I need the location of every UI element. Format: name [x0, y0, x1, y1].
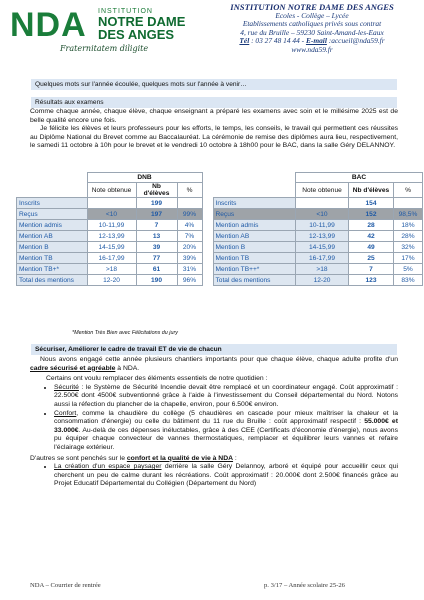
bac-row-note: >18: [296, 264, 349, 275]
footer-left: NDA – Courrier de rentrée: [30, 582, 101, 589]
table-row: [17, 242, 423, 253]
bac-row-note: 12-13,99: [296, 231, 349, 242]
section2-intro3: [30, 455, 398, 464]
dnb-row-pct: 96%: [177, 275, 202, 286]
school-address-block: [206, 3, 418, 55]
website-link[interactable]: www.nda59.fr: [291, 44, 333, 54]
bullet2-text-b: . Au-delà de ces dépenses inéluctables, grâce à des CEE (Certificats d'économie d'énergie), nous avons pu équiper chaque convecteur de vannes thermostatiques, remplacer et équilibrer leurs vannes et refaire l'éclairage extérieur.: [54, 426, 398, 451]
bullet1-title: Sécurité: [54, 383, 79, 391]
dnb-row-pct: 39%: [177, 253, 202, 264]
dnb-row-pct: 7%: [177, 231, 202, 242]
dnb-row-note: 10-11,99: [87, 220, 136, 231]
dnb-row-pct: [177, 198, 202, 209]
table-row: [17, 275, 423, 286]
bac-row-label: Mention TB: [213, 253, 296, 264]
bac-row-label: Mention AB: [213, 231, 296, 242]
dnb-row-nb: 190: [136, 275, 177, 286]
tel-label: Tél: [239, 36, 250, 46]
bac-row-note: 16-17,99: [296, 253, 349, 264]
logo-text: NDA: [10, 6, 87, 44]
bac-row-note: 14-15,99: [296, 242, 349, 253]
dnb-row-pct: 99%: [177, 209, 202, 220]
bac-row-pct: 18%: [394, 220, 423, 231]
dnb-row-label: Mention B: [17, 242, 88, 253]
logo-name-line1: NOTRE DAME: [98, 14, 186, 29]
bac-row-pct: [394, 198, 423, 209]
intro3-text-c: :: [233, 454, 237, 462]
bac-row-nb: 7: [349, 264, 394, 275]
results-paragraph-2: Je félicite les élèves et leurs professeurs pour les efforts, le temps, les conseils, le travail qui permettent ces réussites au Diplôme National du Brevet comme au Baccalauréat. La cérémonie de remise des diplômes aura lieu, respectivement, le samedi 11 octobre à 10h pour le brevet et le vendredi 10 octobre à 18h00 pour le BAC, dans la salle Géry DELANNOY.: [30, 125, 398, 150]
results-paragraph-1: Comme chaque année, chaque élève, chaque enseignant a préparé les examens avec soin et le millésime 2025 est de belle qualité encore une fois.: [30, 108, 398, 124]
dnb-row-label: Inscrits: [17, 198, 88, 209]
table-row: [17, 231, 423, 242]
school-title: INSTITUTION NOTRE DAME DES ANGES: [230, 2, 394, 12]
table-row: [17, 264, 423, 275]
dnb-col-pct: %: [177, 183, 202, 198]
bac-row-note: [296, 198, 349, 209]
dnb-row-nb: 7: [136, 220, 177, 231]
dnb-row-label: Mention TB+*: [17, 264, 88, 275]
school-status: Etablissements catholiques privés sous contrat: [242, 19, 382, 29]
bac-row-label: Mention B: [213, 242, 296, 253]
bac-row-nb: 152: [349, 209, 394, 220]
bullet1-text: : le Système de Sécurité Incendie devait être remplacé et un coordinateur engagé. Coût approximatif : 22.500€ dont 4500€ subventionné grâce à l'aide à l'investissement du Conseil départemental du Nord. Notons aussi la réfection du plancher de la chapelle, environ, pour 6.500€ environ.: [54, 383, 398, 408]
bullet3-title: La création d'un espace paysager: [54, 463, 162, 471]
table-row: [17, 220, 423, 231]
bac-row-label: Mention TB++*: [213, 264, 296, 275]
section2-intro: [30, 356, 398, 373]
bac-row-note: 12-20: [296, 275, 349, 286]
school-levels: Ecoles - Collège – Lycée: [275, 10, 349, 20]
bullet2-costs: 55.000€ et 33.000€: [54, 418, 398, 434]
school-address: 4, rue du Bruille – 59230 Saint-Amand-les-Eaux: [240, 27, 384, 37]
email-label: E-mail: [305, 36, 327, 46]
dnb-row-note: >18: [87, 264, 136, 275]
dnb-col-note: Note obtenue: [87, 183, 136, 198]
dnb-row-label: Mention AB: [17, 231, 88, 242]
bullet2-title: Confort: [54, 409, 77, 417]
dnb-row-note: 14-15,99: [87, 242, 136, 253]
bac-row-label: Total des mentions: [213, 275, 296, 286]
dnb-row-note: 12-13,99: [87, 231, 136, 242]
bac-row-pct: 28%: [394, 231, 423, 242]
table-row: [17, 209, 423, 220]
bac-row-label: Inscrits: [213, 198, 296, 209]
dnb-row-pct: 31%: [177, 264, 202, 275]
bac-row-note: 10-11,99: [296, 220, 349, 231]
results-title: Résultats aux examens: [31, 97, 397, 108]
bac-col-note: Note obtenue: [296, 183, 349, 198]
bac-col-nb: Nb d'élèves: [349, 183, 394, 198]
dnb-row-nb: 13: [136, 231, 177, 242]
email-value: :accueil@nda59.fr: [326, 36, 385, 46]
bullet2-text-a: , comme la chaudière du collège (5 chaudières en cascade pour mieux maîtriser la chaleur et la consommation d'énergie) ou celle du bâtiment du 11 rue du Bruille : coût approximatif respectif :: [54, 409, 398, 426]
dnb-row-label: Mention admis: [17, 220, 88, 231]
section1-body: [30, 108, 398, 151]
bac-row-nb: 28: [349, 220, 394, 231]
intro-text-a: Nous avons engagé cette année plusieurs chantiers importants pour que chaque élève, chaque adulte profite d'un: [40, 356, 398, 363]
dnb-row-label: Reçus: [17, 209, 88, 220]
bullet3-text: derrière la salle Géry Delannoy, arboré et équipé pour accueillir ceux qui cherchent un peu de calme durant les récréations. Coût approximatif : 20.000€ dont 2.500€ financés grâce au Projet Educatif Départemental du Collégien (Département du Nord): [54, 463, 398, 488]
dnb-row-note: 12-20: [87, 275, 136, 286]
bac-row-nb: 49: [349, 242, 394, 253]
bac-row-pct: 83%: [394, 275, 423, 286]
dnb-row-pct: 20%: [177, 242, 202, 253]
bac-row-nb: 25: [349, 253, 394, 264]
footer-right: p. 3/17 – Année scolaire 25-26: [264, 582, 345, 589]
dnb-label: DNB: [87, 173, 202, 183]
dnb-row-note: 16-17,99: [87, 253, 136, 264]
dnb-row-note: <10: [87, 209, 136, 220]
bac-label: BAC: [296, 173, 423, 183]
section1-heading: Quelques mots sur l'année écoulée, quelques mots sur l'année à venir…: [31, 79, 397, 90]
table-row: [17, 198, 423, 209]
bac-row-nb: 154: [349, 198, 394, 209]
bac-row-pct: 5%: [394, 264, 423, 275]
bullet-espace-paysager: [54, 463, 398, 489]
dnb-row-nb: 77: [136, 253, 177, 264]
bac-row-nb: 123: [349, 275, 394, 286]
logo-name-line2: DES ANGES: [98, 27, 175, 42]
bac-row-pct: 17%: [394, 253, 423, 264]
tel-value: : 03 27 48 14 44 -: [249, 36, 306, 46]
bac-row-label: Mention admis: [213, 220, 296, 231]
bac-row-label: Reçus: [213, 209, 296, 220]
dnb-row-nb: 39: [136, 242, 177, 253]
logo-institution-label: INSTITUTION: [98, 8, 153, 15]
table-footnote: *Mention Très Bien avec Félicitations du jury: [72, 330, 178, 336]
dnb-col-nb: Nb d'élèves: [136, 183, 177, 198]
section2-heading: Sécuriser, Améliorer le cadre de travail ET de vie de chacun: [31, 344, 397, 355]
table-row: [17, 253, 423, 264]
section2-intro2: Certains ont voulu remplacer des éléments essentiels de notre quotidien :: [46, 375, 268, 383]
dnb-row-nb: 197: [136, 209, 177, 220]
bac-row-pct: 98,5%: [394, 209, 423, 220]
dnb-row-nb: 199: [136, 198, 177, 209]
intro3-emphasis: confort et la qualité de vie à NDA: [126, 454, 234, 462]
intro-emphasis: cadre sécurisé et agréable: [30, 364, 116, 372]
dnb-row-label: Mention TB: [17, 253, 88, 264]
exam-results-table: [16, 172, 423, 286]
bac-row-note: <10: [296, 209, 349, 220]
intro-text-c: à NDA.: [115, 364, 140, 372]
dnb-row-label: Total des mentions: [17, 275, 88, 286]
bac-row-nb: 42: [349, 231, 394, 242]
dnb-row-pct: 4%: [177, 220, 202, 231]
bullet-confort: [54, 410, 398, 453]
section2-body: [30, 356, 398, 489]
intro3-text-a: D'autres se sont penchés sur le: [30, 454, 127, 462]
dnb-row-nb: 61: [136, 264, 177, 275]
bac-col-pct: %: [394, 183, 423, 198]
bac-row-pct: 32%: [394, 242, 423, 253]
nda-logo: [10, 6, 87, 44]
logo-motto: Fraternitatem diligite: [60, 44, 149, 53]
bullet-securite: [54, 384, 398, 410]
dnb-row-note: [87, 198, 136, 209]
